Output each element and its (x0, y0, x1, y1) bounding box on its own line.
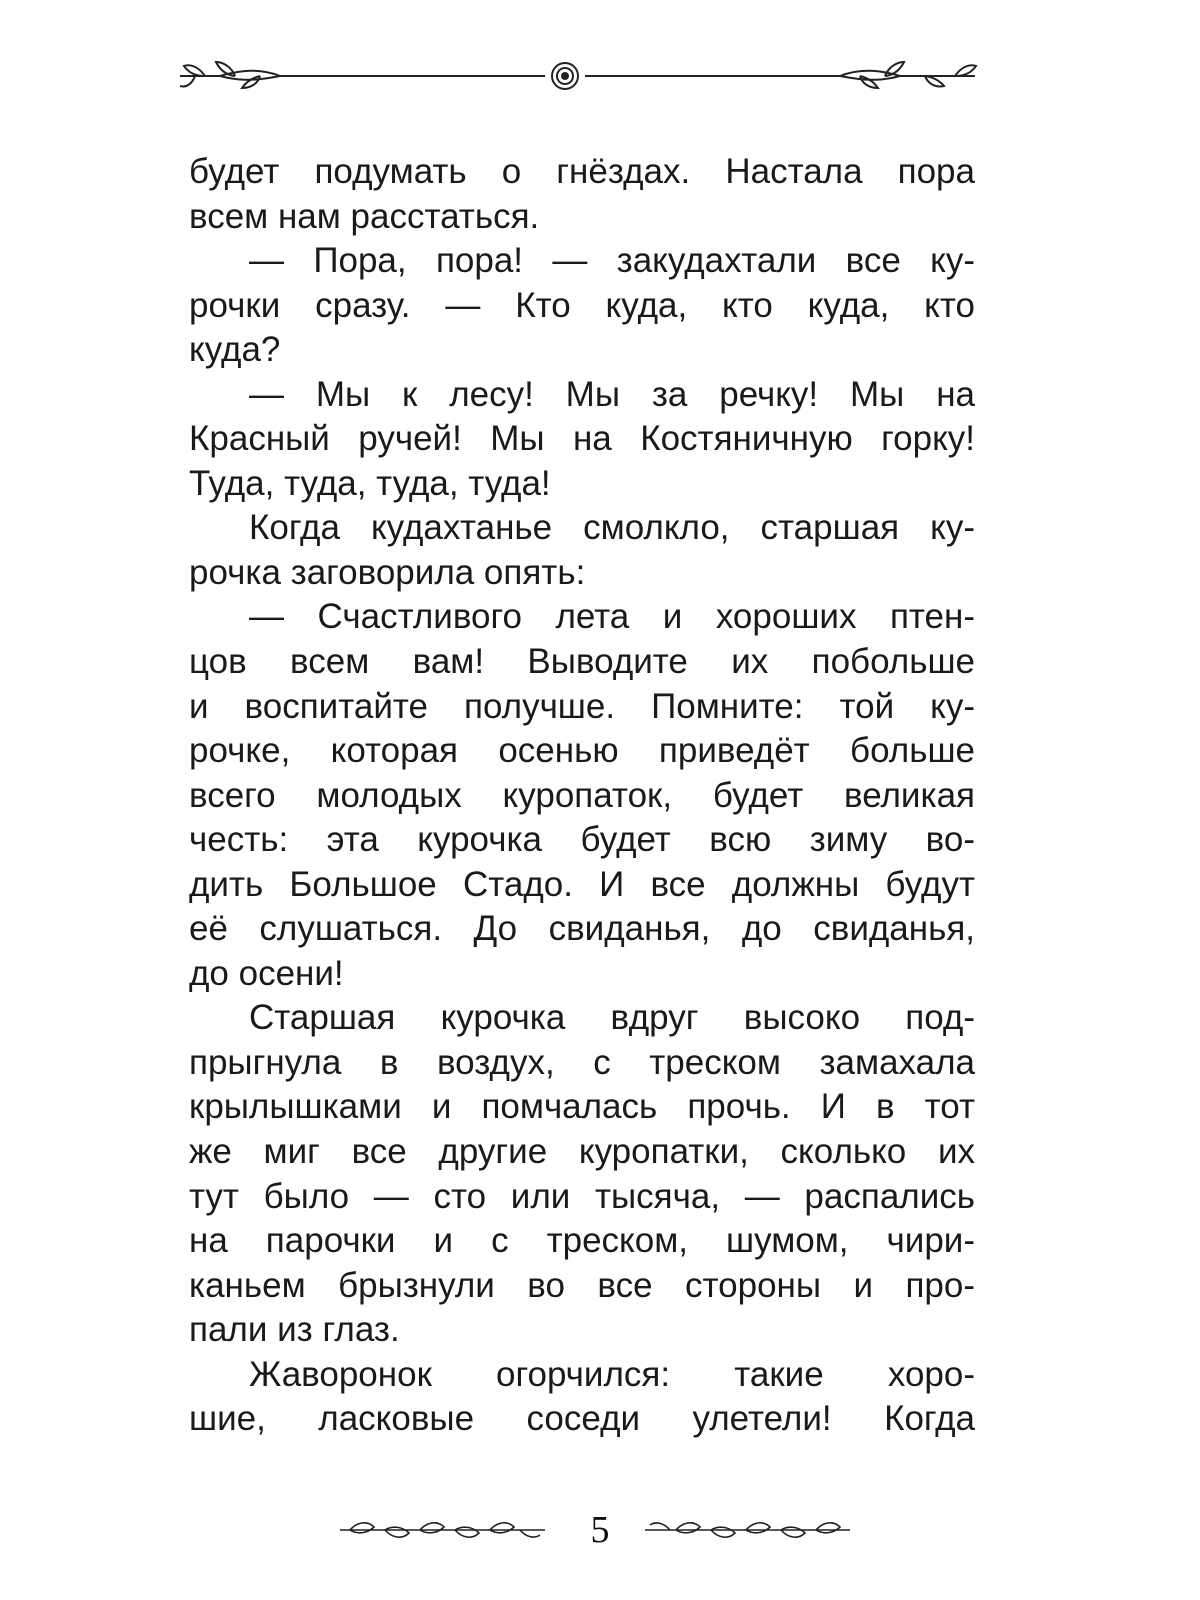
story-text (189, 150, 975, 1442)
text-line: цов всем вам! Выводите их побольше (189, 642, 975, 682)
text-line: всем нам расстаться. (189, 196, 540, 236)
text-line: пали из глаз. (189, 1310, 400, 1350)
text-line: рочки сразу. — Кто куда, кто куда, кто (189, 285, 975, 325)
footer-leaf-ornament-right-icon (640, 1513, 850, 1547)
text-line: на парочки и с треском, шумом, чири- (189, 1221, 975, 1261)
footer-leaf-ornament-left-icon (340, 1513, 550, 1547)
text-line: шие, ласковые соседи улетели! Когда (189, 1399, 975, 1439)
text-line: — Мы к лесу! Мы за речку! Мы на (249, 374, 975, 414)
text-line: Туда, туда, туда, туда! (189, 463, 551, 503)
text-line: же миг все другие куропатки, сколько их (189, 1132, 975, 1172)
text-line: тут было — сто или тысяча, — распались (189, 1176, 975, 1216)
text-line: каньем брызнули во все стороны и про- (189, 1265, 975, 1305)
text-line: будет подумать о гнёздах. Настала пора (189, 152, 975, 191)
text-line: Красный ручей! Мы на Костяничную горку! (189, 419, 975, 459)
page-number: 5 (590, 1509, 610, 1551)
text-line: рочке, которая осенью приведёт больше (189, 731, 975, 771)
text-line: честь: эта курочка будет всю зиму во- (189, 820, 975, 860)
text-line: Старшая курочка вдруг высоко под- (249, 998, 975, 1038)
text-line: — Счастливого лета и хороших птен- (249, 597, 975, 637)
page-footer (340, 1505, 860, 1555)
text-line: её слушаться. До свиданья, до свиданья, (189, 909, 975, 949)
text-line: всего молодых куропаток, будет великая (189, 775, 975, 815)
text-line: — Пора, пора! — закудахтали все ку- (249, 241, 975, 281)
header-vine-ornament-icon (180, 56, 980, 96)
text-line: прыгнула в воздух, с треском замахала (189, 1042, 975, 1082)
text-line: крылышками и помчалась прочь. И в тот (189, 1087, 975, 1127)
text-line: до осени! (189, 953, 344, 993)
text-line: Когда кудахтанье смолкло, старшая ку- (249, 508, 975, 548)
text-line: рочка заговорила опять: (189, 552, 586, 592)
text-line: и воспитайте получше. Помните: той ку- (189, 686, 975, 726)
text-line: дить Большое Стадо. И все должны будут (189, 864, 975, 904)
text-line: Жаворонок огорчился: такие хоро- (249, 1354, 975, 1394)
text-line: куда? (189, 330, 281, 370)
